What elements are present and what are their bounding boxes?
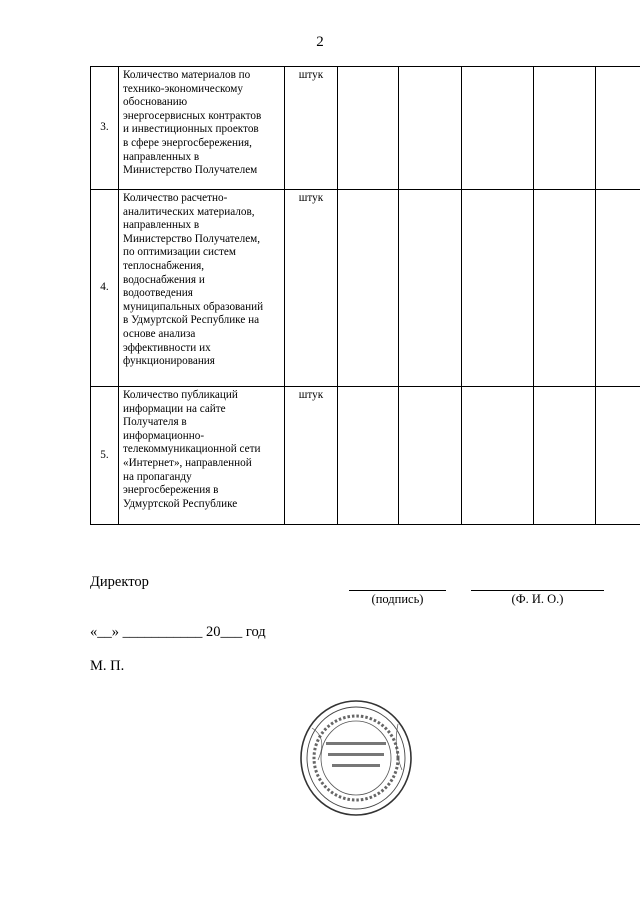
indicator-name: Количество материалов по технико-экономическому обоснованию энергосервисных контрактов и инвестиционных проектов в сфере энергосбережения, направленных в Министерство Получателем [119, 67, 285, 190]
name-caption: (Ф. И. О.) [511, 592, 564, 606]
table-row [91, 387, 640, 525]
value-cell [399, 190, 462, 387]
signature-caption: (подпись) [371, 592, 424, 606]
value-cell [462, 190, 534, 387]
table-row [91, 67, 640, 190]
indicator-name: Количество расчетно- аналитических материалов, направленных в Министерство Получателем, по оптимизации систем теплоснабжения, водоснабжения и водоотведения муниципальных образований в Удмуртской Республике на основе анализа эффективности их функционирования [119, 190, 285, 387]
value-cell [596, 190, 640, 387]
name-line [471, 590, 604, 591]
value-cell [399, 67, 462, 190]
value-cell [462, 67, 534, 190]
unit-cell: штук [285, 67, 338, 190]
table-row [91, 190, 640, 387]
row-number: 3. [91, 67, 119, 190]
unit-cell: штук [285, 190, 338, 387]
seal-label: М. П. [90, 658, 125, 674]
value-cell [338, 67, 399, 190]
value-cell [596, 67, 640, 190]
value-cell [534, 387, 596, 525]
value-cell [462, 387, 534, 525]
indicators-table [90, 66, 640, 525]
value-cell [338, 387, 399, 525]
row-number: 4. [91, 190, 119, 387]
indicator-name: Количество публикаций информации на сайте Получателя в информационно- телекоммуникационной сети «Интернет», направленной на пропаганду энергосбережения в Удмуртской Республике [119, 387, 285, 525]
row-number: 5. [91, 387, 119, 525]
value-cell [338, 190, 399, 387]
value-cell [399, 387, 462, 525]
value-cell [596, 387, 640, 525]
signature-line [349, 590, 446, 591]
position-title: Директор [90, 574, 149, 590]
date-line: «__» ___________ 20___ год [90, 624, 266, 640]
value-cell [534, 67, 596, 190]
unit-cell: штук [285, 387, 338, 525]
value-cell [534, 190, 596, 387]
page-number: 2 [316, 34, 324, 50]
official-stamp [298, 698, 414, 818]
